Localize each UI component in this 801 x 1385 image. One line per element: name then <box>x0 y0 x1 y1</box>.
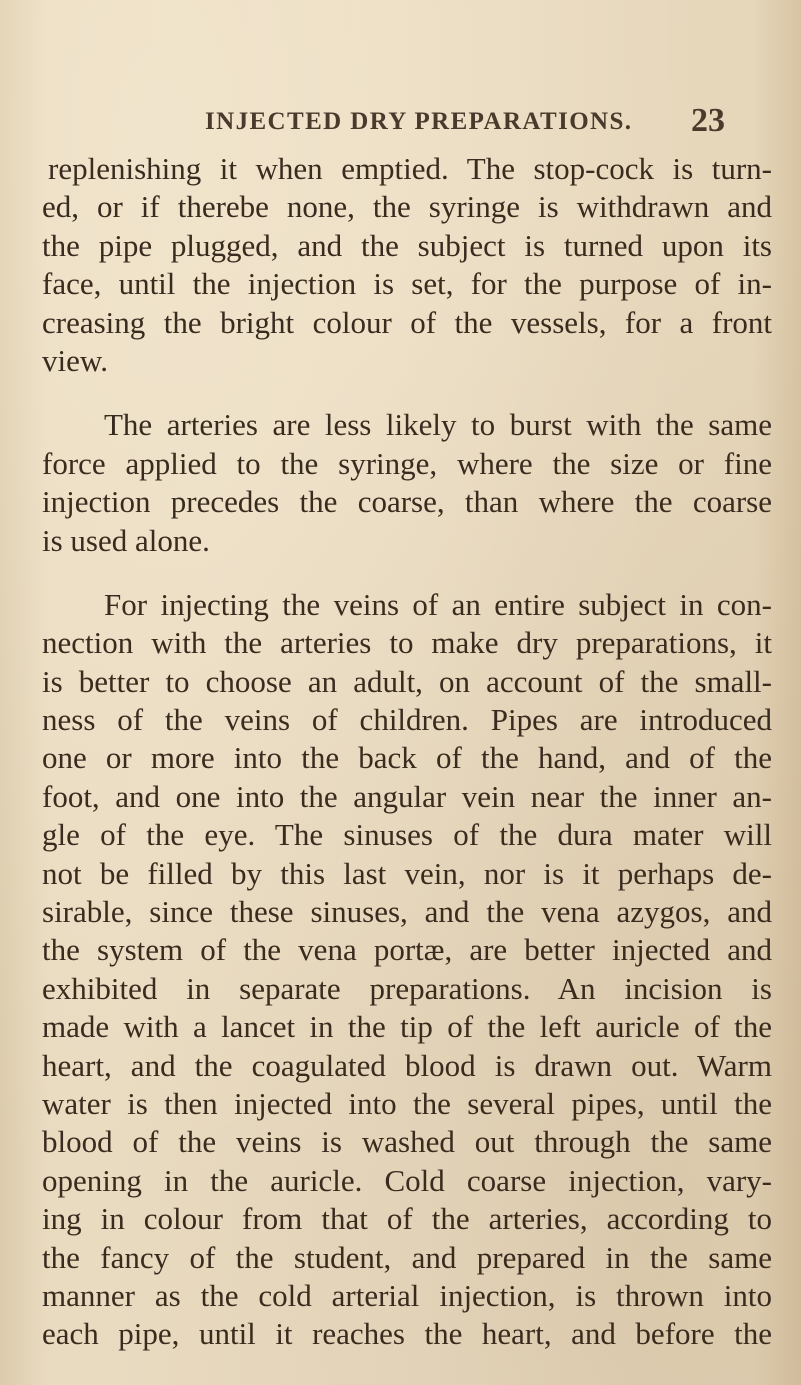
text-line: is better to choose an adult, on account of the small- <box>42 663 772 699</box>
running-head: INJECTED DRY PREPARATIONS. <box>205 108 633 135</box>
text-line: replenishing it when emptied. The stop-cock is turn- <box>48 151 772 186</box>
text-line: each pipe, until it reaches the heart, and before the <box>42 1316 772 1352</box>
text-line: opening in the auricle. Cold coarse injection, vary- <box>42 1162 772 1198</box>
text-line: force applied to the syringe, where the size or fine <box>42 445 772 481</box>
text-line: face, until the injection is set, for the purpose of in- <box>42 266 772 302</box>
paragraph-3 <box>42 586 772 1354</box>
body-text <box>42 150 772 1380</box>
text-line: The arteries are less likely to burst with the same <box>104 407 772 443</box>
text-line: heart, and the coagulated blood is drawn out. Warm <box>42 1047 772 1083</box>
text-line: view. <box>42 342 108 378</box>
text-line: injection precedes the coarse, than where the coarse <box>42 484 772 520</box>
text-line: For injecting the veins of an entire subject in con- <box>104 586 772 622</box>
text-line: not be filled by this last vein, nor is it perhaps de- <box>42 855 772 891</box>
text-line: ing in colour from that of the arteries, according to <box>42 1201 772 1237</box>
text-line: foot, and one into the angular vein near the inner an- <box>42 778 772 814</box>
paragraph-1 <box>42 150 772 380</box>
text-line: one or more into the back of the hand, and of the <box>42 740 772 776</box>
text-line: creasing the bright colour of the vessels, for a front <box>42 304 772 340</box>
text-line: the fancy of the student, and prepared in the same <box>42 1239 772 1275</box>
text-line: is used alone. <box>42 522 210 558</box>
text-line: sirable, since these sinuses, and the vena azygos, and <box>42 894 772 930</box>
text-line: made with a lancet in the tip of the left auricle of the <box>42 1009 772 1045</box>
text-line: gle of the eye. The sinuses of the dura mater will <box>42 817 772 853</box>
page-number: 23 <box>691 102 725 139</box>
text-line: ed, or if therebe none, the syringe is withdrawn and <box>42 189 772 225</box>
text-line: water is then injected into the several pipes, until the <box>42 1085 772 1121</box>
paragraph-2 <box>42 406 772 560</box>
text-line: nection with the arteries to make dry preparations, it <box>42 625 772 661</box>
text-line: the pipe plugged, and the subject is turned upon its <box>42 227 772 263</box>
text-line: exhibited in separate preparations. An incision is <box>42 970 772 1006</box>
text-line: blood of the veins is washed out through the same <box>42 1124 772 1160</box>
text-line: manner as the cold arterial injection, is thrown into <box>42 1277 772 1313</box>
text-line: the system of the vena portæ, are better injected and <box>42 932 772 968</box>
text-line: ness of the veins of children. Pipes are introduced <box>42 702 772 738</box>
page-header <box>205 102 725 139</box>
